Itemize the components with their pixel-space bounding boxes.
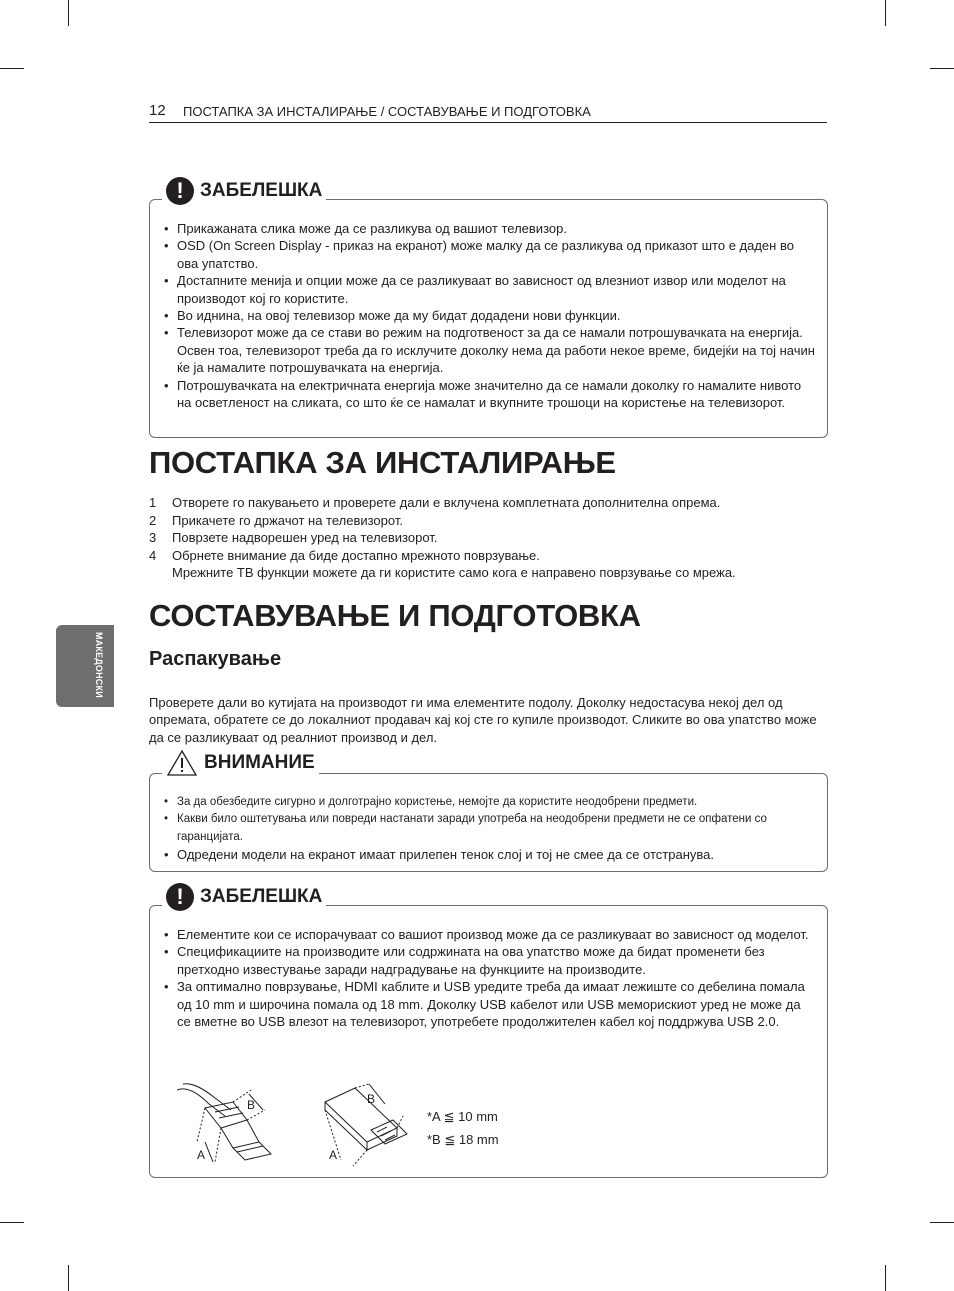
step-number: 2: [149, 512, 157, 528]
list-item: [149, 547, 829, 565]
install-heading: ПОСТАПКА ЗА ИНСТАЛИРАЊЕ: [149, 445, 616, 480]
crop-mark: [0, 68, 24, 69]
list-item: [149, 564, 829, 582]
language-tab-label: МАКЕДОНСКИ: [94, 632, 104, 698]
exclamation-icon: !: [166, 883, 194, 911]
list-item: • Елементите кои се испорачуваат со вашиот производ може да се разликуваат во зависност од моделот.: [164, 926, 817, 943]
list-item: • За да обезбедите сигурно и долготрајно користење, немојте да користите неодобрени предмети.: [164, 794, 817, 811]
list-item: • Какви било оштетувања или повреди настанати заради употреба на неодобрени предмети не се опфатени со гаранцијата.: [164, 811, 817, 846]
page-number: 12: [149, 102, 166, 119]
note-list: [164, 926, 817, 1030]
note-box-header: [162, 882, 326, 912]
list-item: • Прикажаната слика може да се разликува од вашиот телевизор.: [164, 220, 817, 237]
list-item: • Телевизорот може да се стави во режим на подготвеност за да се намали потрошувачката на енергија. Освен тоа, телевизорот треба да го исклучите доколку нема да работи некое време, бидејќи на тој начин ќе ја намалите потрошувачката на енергија.: [164, 324, 817, 376]
language-tab: [56, 625, 114, 707]
list-item: • Спецификациите на производите или содржината на ова упатство може да бидат променети без претходно известување заради надградување на функциите на производите.: [164, 943, 817, 978]
dimension-label-b: B: [247, 1098, 256, 1112]
list-item: • За оптимално поврзување, HDMI каблите и USB уредите треба да имаат лежиште со дебелина помала од 10 mm и широчина помала од 18 mm. Доколку USB кабелот или USB меморискиот уред не може да се вметне во USB влезот на телевизорот, употребете продолжителен кабел кој поддржува USB 2.0.: [164, 978, 817, 1030]
note-title: ЗАБЕЛЕШКА: [200, 886, 323, 907]
note-box-header: [162, 176, 326, 206]
step-text: Прикачете го држачот на телевизорот.: [172, 512, 403, 528]
note-title: ЗАБЕЛЕШКА: [200, 180, 323, 201]
page-header: [149, 102, 827, 123]
hdmi-usb-connector-illustration: [175, 1080, 535, 1170]
caution-box: [149, 752, 828, 872]
caution-title: ВНИМАНИЕ: [204, 752, 315, 773]
spec-b: *B ≦ 18 mm: [427, 1132, 499, 1147]
list-item: • Одредени модели на екранот имаат прилепен тенок слој и тој не смее да се отстранува.: [164, 846, 817, 863]
crop-mark: [68, 1265, 69, 1291]
caution-box-header: [162, 748, 319, 778]
crop-mark: [885, 1265, 886, 1291]
connector-size-diagram: [175, 1080, 535, 1170]
dimension-label-a: A: [329, 1148, 338, 1162]
step-number: 4: [149, 547, 157, 563]
dimension-label-b: B: [367, 1092, 376, 1106]
caution-list: [164, 794, 817, 864]
list-item: [149, 494, 829, 512]
exclamation-icon: !: [166, 177, 194, 205]
running-title: ПОСТАПКА ЗА ИНСТАЛИРАЊЕ / СОСТАВУВАЊЕ И ПОДГОТОВКА: [183, 104, 591, 119]
step-text: Мрежните ТВ функции можете да ги користите само кога е направено поврзување со мрежа.: [172, 565, 736, 580]
list-item: [149, 512, 829, 530]
note-list: [164, 220, 817, 411]
unpacking-paragraph: Проверете дали во кутијата на производот ги има елементите подолу. Доколку недостасува некој дел од опремата, обратете се до локалниот продавач кај кој сте го купиле производот. Сликите во ова упатство може да се разликуваат од реалниот производ и дел.: [149, 695, 817, 745]
dimension-label-a: A: [197, 1148, 206, 1162]
install-steps: [149, 494, 829, 582]
unpacking-heading: Распакување: [149, 648, 282, 670]
list-item: • Достапните менија и опции може да се разликуваат во зависност од влезниот извор или моделот на производот кој го користите.: [164, 272, 817, 307]
step-number: 1: [149, 495, 157, 510]
list-item: • Во иднина, на овој телевизор може да му бидат додадени нови функции.: [164, 307, 817, 324]
assembly-heading: СОСТАВУВАЊЕ И ПОДГОТОВКА: [149, 598, 641, 633]
step-text: Отворете го пакувањето и проверете дали е вклучена комплетната дополнителна опрема.: [172, 495, 721, 510]
list-item: • Потрошувачката на електричната енергија може значително да се намали доколку го намалите нивото на осветленост на сликата, со што ќе се намалат и вкупните трошоци на користење на телевизорот.: [164, 377, 817, 412]
crop-mark: [0, 1222, 24, 1223]
note-box: [149, 178, 828, 438]
crop-mark: [885, 0, 886, 26]
step-text: Поврзете надворешен уред на телевизорот.: [172, 530, 438, 545]
crop-mark: [930, 68, 954, 69]
crop-mark: [68, 0, 69, 26]
list-item: [149, 529, 829, 547]
step-number: 3: [149, 530, 157, 545]
spec-a: *A ≦ 10 mm: [427, 1109, 498, 1124]
list-item: • OSD (On Screen Display - приказ на екранот) може малку да се разликува од приказот што е даден во ова упатство.: [164, 237, 817, 272]
step-text: Обрнете внимание да биде достапно мрежното поврзување.: [172, 547, 540, 563]
warning-triangle-icon: [166, 749, 198, 777]
crop-mark: [930, 1222, 954, 1223]
